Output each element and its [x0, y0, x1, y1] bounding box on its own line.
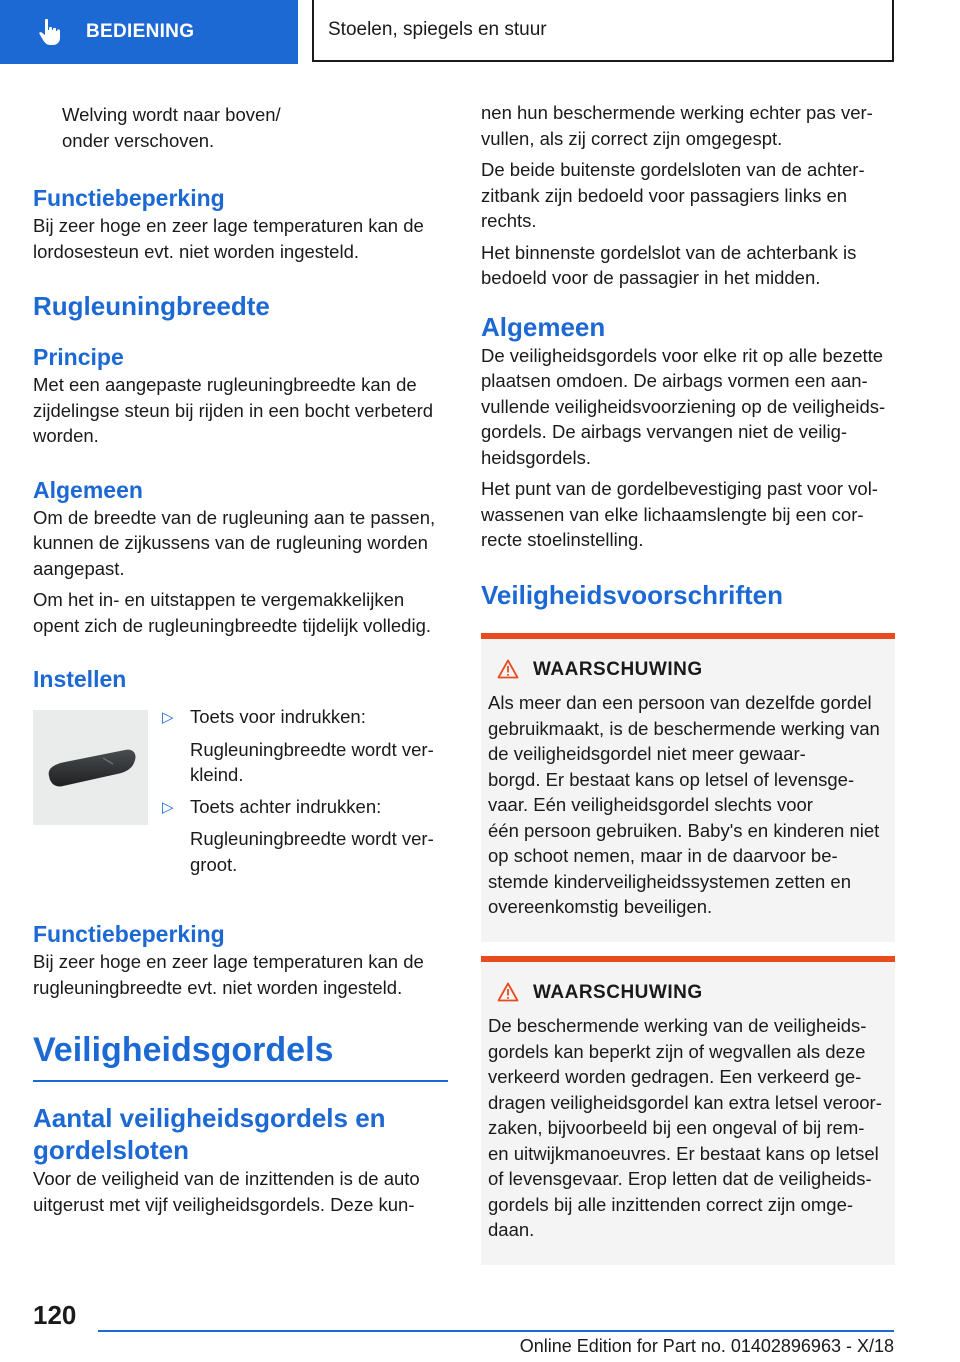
heading-functiebeperking-2: Functiebeperking [33, 921, 225, 947]
algemeen-right-p2: Het punt van de gordelbevestiging past voor vol- wassenen van elke lichaamslengte bij een cor- recte stoelinstelling. [481, 478, 878, 550]
warning-2-title-row [497, 980, 887, 1006]
footer-edition-text: Online Edition for Part no. 01402896963 - X/18 [519, 1336, 894, 1356]
warning-2-title: WAARSCHUWING [533, 981, 703, 1003]
functiebeperking-1-text: Bij zeer hoge en zeer lage temperaturen kan de lordosesteun evt. niet worden ingesteld. [33, 215, 424, 262]
heading-principe: Principe [33, 344, 124, 370]
continuation-text: nen hun beschermende werking echter pas ver- vullen, als zij correct zijn omgegespt. [481, 102, 873, 149]
chapter-title: Stoelen, spiegels en stuur [328, 19, 547, 40]
warning-triangle-icon [497, 982, 519, 1002]
step-1-result: Rugleuningbreedte wordt ver- kleind. [190, 738, 434, 785]
heading-veiligheidsgordels: Veiligheidsgordels [33, 1030, 448, 1082]
heading-instellen: Instellen [33, 666, 127, 692]
warning-1-title-row [497, 657, 887, 683]
step-1-text: Toets voor indrukken: [190, 706, 366, 727]
warning-1-text: Als meer dan een persoon van dezelfde gordel gebruikmaakt, is de beschermende werking van de veiligheidsgordel niet meer gewaar- borgd. Er bestaat kans op letsel of levensge- vaar. Eén veiligheidsgordel slechts voor één persoon gebruiken. Baby's en kinderen niet op schoot nemen, maar in de daarvoor be- stemde kinderveiligheidssystemen zetten en overeenkomstig beveiligen. [488, 692, 880, 917]
chapter-header [312, 0, 894, 62]
intro-text: Welving wordt naar boven/ onder verschoven. [62, 104, 281, 151]
buitenste-gordelsloten-text: De beide buitenste gordelsloten van de achter- zitbank zijn bedoeld voor passagiers links en rechts. [481, 159, 865, 231]
heading-functiebeperking-1: Functiebeperking [33, 185, 225, 211]
heading-aantal-gordels: Aantal veiligheidsgordels en gordelsloten [33, 1103, 386, 1165]
algemeen-right-p1: De veiligheidsgordels voor elke rit op alle bezette plaatsen omdoen. De airbags vormen een aan- vullende veiligheidsvoorziening op de veiligheids- gordels. De airbags vervangen niet de veilig- heidsgordels. [481, 344, 886, 468]
backrest-width-button-icon [41, 738, 141, 798]
binnenste-gordelslot-text: Het binnenste gordelslot van de achterbank is bedoeld voor de passagier in het midden. [481, 241, 857, 288]
page-number: 120 [33, 1300, 77, 1330]
step-triangle-icon: ▷ [162, 709, 174, 726]
step-item [162, 704, 434, 731]
step-2-result: Rugleuningbreedte wordt ver- groot. [190, 828, 434, 875]
heading-veiligheidsvoorschriften: Veiligheidsvoorschriften [481, 579, 783, 610]
step-triangle-icon: ▷ [162, 798, 174, 816]
warning-1-title: WAARSCHUWING [533, 658, 703, 680]
seat-button-image [33, 710, 148, 825]
instellen-steps [162, 704, 434, 883]
instellen-block [33, 704, 448, 883]
heading-algemeen-right: Algemeen [481, 311, 606, 342]
aantal-gordels-text: Voor de veiligheid van de inzittenden is de auto uitgerust met vijf veiligheidsgordels. Deze kun- [33, 1168, 420, 1215]
warning-2-text: De beschermende werking van de veiligheids- gordels kan beperkt zijn of wegvallen als deze verkeerd worden gedragen. Een verkeerd ge- dragen veiligheidsgordel kan extra letsel veroor- zaken, bijvoorbeeld bij een ongeval of bij rem- en uitwijkmanoeuvres. Er bestaat kans op letsel of levensgevaar. Erop letten dat de veiligheids- gordels bij alle inzittenden correct zijn omge- daan. [488, 1015, 882, 1240]
algemeen-left-p2: Om het in- en uitstappen te vergemakkelijken opent zich de rugleuningbreedte tijdelijk volledig. [33, 589, 432, 636]
heading-rugleuningbreedte: Rugleuningbreedte [33, 291, 270, 321]
section-tab[interactable] [0, 0, 298, 64]
functiebeperking-2-text: Bij zeer hoge en zeer lage temperaturen kan de rugleuningbreedte evt. niet worden ingesteld. [33, 951, 424, 998]
warning-triangle-icon [497, 659, 519, 679]
section-label: BEDIENING [86, 21, 195, 42]
warning-box-1 [481, 633, 895, 942]
pointing-hand-icon [38, 18, 64, 46]
algemeen-left-p1: Om de breedte van de rugleuning aan te passen, kunnen de zijkussens van de rugleuning worden aangepast. [33, 506, 436, 579]
left-column [33, 100, 448, 1217]
warning-box-2 [481, 956, 895, 1265]
heading-algemeen-left: Algemeen [33, 476, 143, 503]
step-2-text: Toets achter indrukken: [190, 795, 382, 817]
footer-divider [98, 1330, 894, 1332]
step-item [162, 794, 434, 821]
right-column [481, 100, 895, 1265]
principe-text: Met een aangepaste rugleuningbreedte kan de zijdelingse steun bij rijden in een bocht verbeterd worden. [33, 374, 434, 446]
